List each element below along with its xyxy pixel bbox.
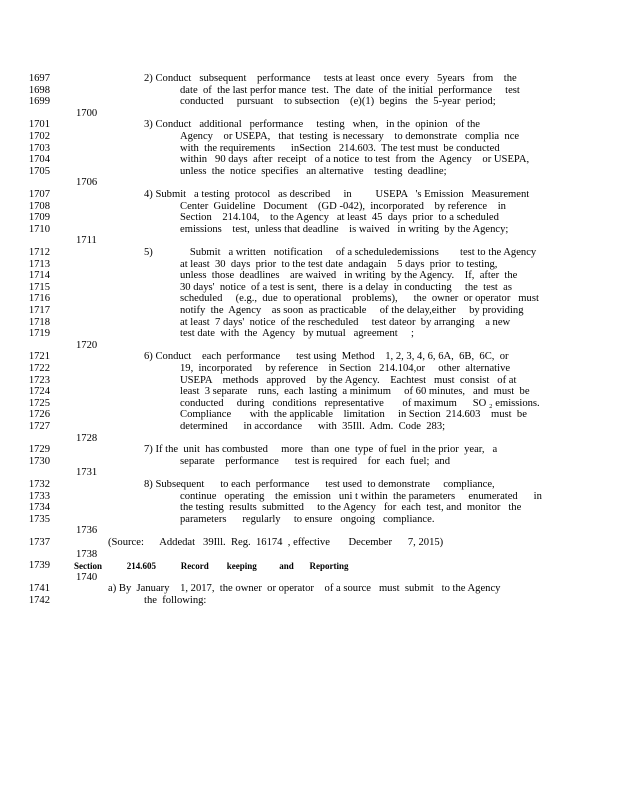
- line-number: 1729: [28, 444, 50, 456]
- document-line: [0, 201, 618, 213]
- blank-line: [0, 433, 618, 445]
- document-line: [0, 386, 618, 398]
- line-number: 1711: [76, 235, 97, 247]
- document-line: [0, 514, 618, 526]
- line-number: 1718: [28, 316, 50, 328]
- document-line: [0, 363, 618, 375]
- blank-line: [0, 467, 618, 479]
- document-line: [0, 166, 618, 178]
- line-text: 2) Conduct subsequent performance tests at least once every 5years from the: [144, 73, 517, 84]
- line-text: emissions test, unless that deadline is waived in writing by the Agency;: [180, 223, 509, 235]
- document-line: [0, 595, 618, 607]
- line-number: 1730: [28, 455, 50, 467]
- document-line: [0, 73, 618, 85]
- line-text: 3) Conduct additional performance testing when, in the opinion of the: [144, 119, 480, 131]
- line-number: 1698: [28, 84, 50, 96]
- document-line: [0, 351, 618, 363]
- document-line: [0, 247, 618, 259]
- line-number: 1728: [76, 432, 98, 444]
- line-number: 1721: [28, 351, 50, 363]
- line-number: 1716: [28, 293, 50, 305]
- document-line: [0, 317, 618, 329]
- line-number: 1700: [76, 107, 98, 119]
- document-line: [0, 143, 618, 155]
- line-number: 1713: [28, 258, 50, 270]
- line-text: parameters regularly to ensure ongoing compliance.: [180, 513, 435, 525]
- document-line: [0, 409, 618, 421]
- line-text: date of the last perfor mance test. The date of the initial performance test: [180, 84, 520, 96]
- blank-line: [0, 235, 618, 247]
- line-number: 1708: [28, 200, 50, 212]
- line-number: 1705: [28, 165, 50, 177]
- line-text: unless the notice specifies an alternative testing deadline;: [180, 165, 447, 177]
- line-text: separate performance test is required for each fuel; and: [180, 455, 451, 467]
- line-number: 1722: [28, 363, 50, 374]
- line-text: least 3 separate runs, each lasting a minimum of 60 minutes, and must be: [180, 386, 530, 398]
- document-line: [0, 328, 618, 340]
- document-line: [0, 305, 618, 317]
- blank-line: [0, 340, 618, 352]
- line-number: 1741: [28, 583, 50, 595]
- line-number: 1719: [28, 328, 50, 340]
- document-line: [0, 282, 618, 294]
- document-line: [0, 96, 618, 108]
- line-number: 1742: [28, 595, 50, 606]
- line-number: 1727: [28, 421, 50, 432]
- document-line: [0, 189, 618, 201]
- line-text: within 90 days after receipt of a notice to test from the Agency or USEPA,: [180, 154, 530, 166]
- line-number: 1717: [28, 305, 50, 316]
- line-text: a) By January 1, 2017, the owner or operator of a source must submit to the Agency: [108, 583, 501, 595]
- document-line: [0, 491, 618, 503]
- line-number: 1738: [76, 548, 98, 560]
- blank-line: [0, 525, 618, 537]
- line-number: 1707: [28, 189, 50, 200]
- line-text: at least 7 days' notice of the rescheduled test dateor by arranging a new: [180, 316, 511, 328]
- document-line: [0, 270, 618, 282]
- line-number: 1726: [28, 409, 50, 421]
- line-number: 1739: [28, 560, 50, 572]
- document-line: [0, 479, 618, 491]
- document-line: [0, 375, 618, 387]
- line-number: 1710: [28, 223, 50, 235]
- line-text: conducted pursuant to subsection (e)(1) begins the 5-year period;: [180, 96, 496, 108]
- line-text: notify the Agency as soon as practicable of the delay,either by providing: [180, 305, 524, 316]
- line-number: 1736: [76, 525, 98, 537]
- line-text: 19, incorporated by reference in Section 214.104,or other alternative: [180, 363, 511, 374]
- document-line: [0, 154, 618, 166]
- line-number: 1733: [28, 490, 50, 502]
- line-text: Center Guideline Document (GD -042), incorporated by reference in: [180, 200, 506, 212]
- line-number: 1706: [76, 177, 98, 189]
- line-number: 1701: [28, 119, 50, 131]
- line-number: 1723: [28, 374, 50, 386]
- document-line: [0, 502, 618, 514]
- blank-line: [0, 572, 618, 584]
- line-text: conducted during conditions representative of maximum SO ₂ emissions.: [180, 397, 540, 409]
- document-line: [0, 212, 618, 224]
- document-line: [0, 398, 618, 410]
- blank-line: [0, 549, 618, 561]
- line-number: 1712: [28, 247, 50, 258]
- line-number: 1734: [28, 502, 50, 514]
- document-line: [0, 85, 618, 97]
- line-number: 1731: [76, 467, 98, 479]
- line-number: 1724: [28, 386, 50, 398]
- line-text: USEPA methods approved by the Agency. Eachtest must consist of at: [180, 374, 517, 386]
- document-line: [0, 293, 618, 305]
- line-text: 4) Submit a testing protocol as described in USEPA 's Emission Measurement: [144, 189, 530, 200]
- line-number: 1697: [28, 73, 50, 84]
- document-line: [0, 560, 618, 572]
- line-number: 1725: [28, 397, 50, 409]
- line-text: scheduled (e.g., due to operational problems), the owner or operator must: [180, 293, 539, 305]
- line-number: 1735: [28, 513, 50, 525]
- line-text: with the requirements inSection 214.603. The test must be conducted: [180, 142, 500, 154]
- line-text: 5) Submit a written notification of a scheduledemissions test to the Agency: [144, 247, 537, 258]
- line-text: Compliance with the applicable limitation in Section 214.603 must be: [180, 409, 527, 421]
- line-text: test date with the Agency by mutual agreement ;: [180, 328, 414, 340]
- line-number: 1732: [28, 479, 50, 490]
- line-text: determined in accordance with 35Ill. Adm. Code 283;: [180, 421, 446, 432]
- document-line: [0, 259, 618, 271]
- line-text: (Source: Addedat 39Ill. Reg. 16174 , effective December 7, 2015): [108, 537, 444, 548]
- line-text: the testing results submitted to the Agency for each test, and monitor the: [180, 502, 522, 514]
- document-line: [0, 224, 618, 236]
- line-number: 1715: [28, 281, 50, 293]
- line-text: continue operating the emission uni t within the parameters enumerated in: [180, 490, 542, 502]
- line-text: at least 30 days prior to the test date andagain 5 days prior to testing,: [180, 258, 498, 270]
- line-text: 8) Subsequent to each performance test used to demonstrate compliance,: [144, 479, 495, 490]
- line-number: 1714: [28, 270, 50, 282]
- line-number: 1699: [28, 96, 50, 108]
- line-number: 1702: [28, 131, 50, 142]
- document-line: [0, 537, 618, 549]
- line-number: 1740: [76, 571, 98, 583]
- line-number: 1704: [28, 154, 50, 166]
- line-number: 1737: [28, 537, 50, 548]
- blank-line: [0, 177, 618, 189]
- line-text: 6) Conduct each performance test using Method 1, 2, 3, 4, 6, 6A, 6B, 6C, or: [144, 351, 509, 363]
- line-text: Agency or USEPA, that testing is necessary to demonstrate complia nce: [180, 131, 520, 142]
- document-line: [0, 444, 618, 456]
- section-heading: Section 214.605 Record keeping and Reporting: [74, 561, 349, 572]
- blank-line: [0, 108, 618, 120]
- line-text: 7) If the unit has combusted more than one type of fuel in the prior year, a: [144, 444, 498, 456]
- document-line: [0, 456, 618, 468]
- line-text: 30 days' notice of a test is sent, there is a delay in conducting the test as: [180, 281, 513, 293]
- line-number: 1709: [28, 212, 50, 224]
- document-line: [0, 131, 618, 143]
- line-number: 1720: [76, 339, 98, 351]
- document-line: [0, 583, 618, 595]
- line-number: 1703: [28, 142, 50, 154]
- line-text: unless those deadlines are waived in writing by the Agency. If, after the: [180, 270, 518, 282]
- document-line: [0, 119, 618, 131]
- document-line: [0, 421, 618, 433]
- line-text: Section 214.104, to the Agency at least 45 days prior to a scheduled: [180, 212, 499, 224]
- line-text: the following:: [144, 595, 207, 606]
